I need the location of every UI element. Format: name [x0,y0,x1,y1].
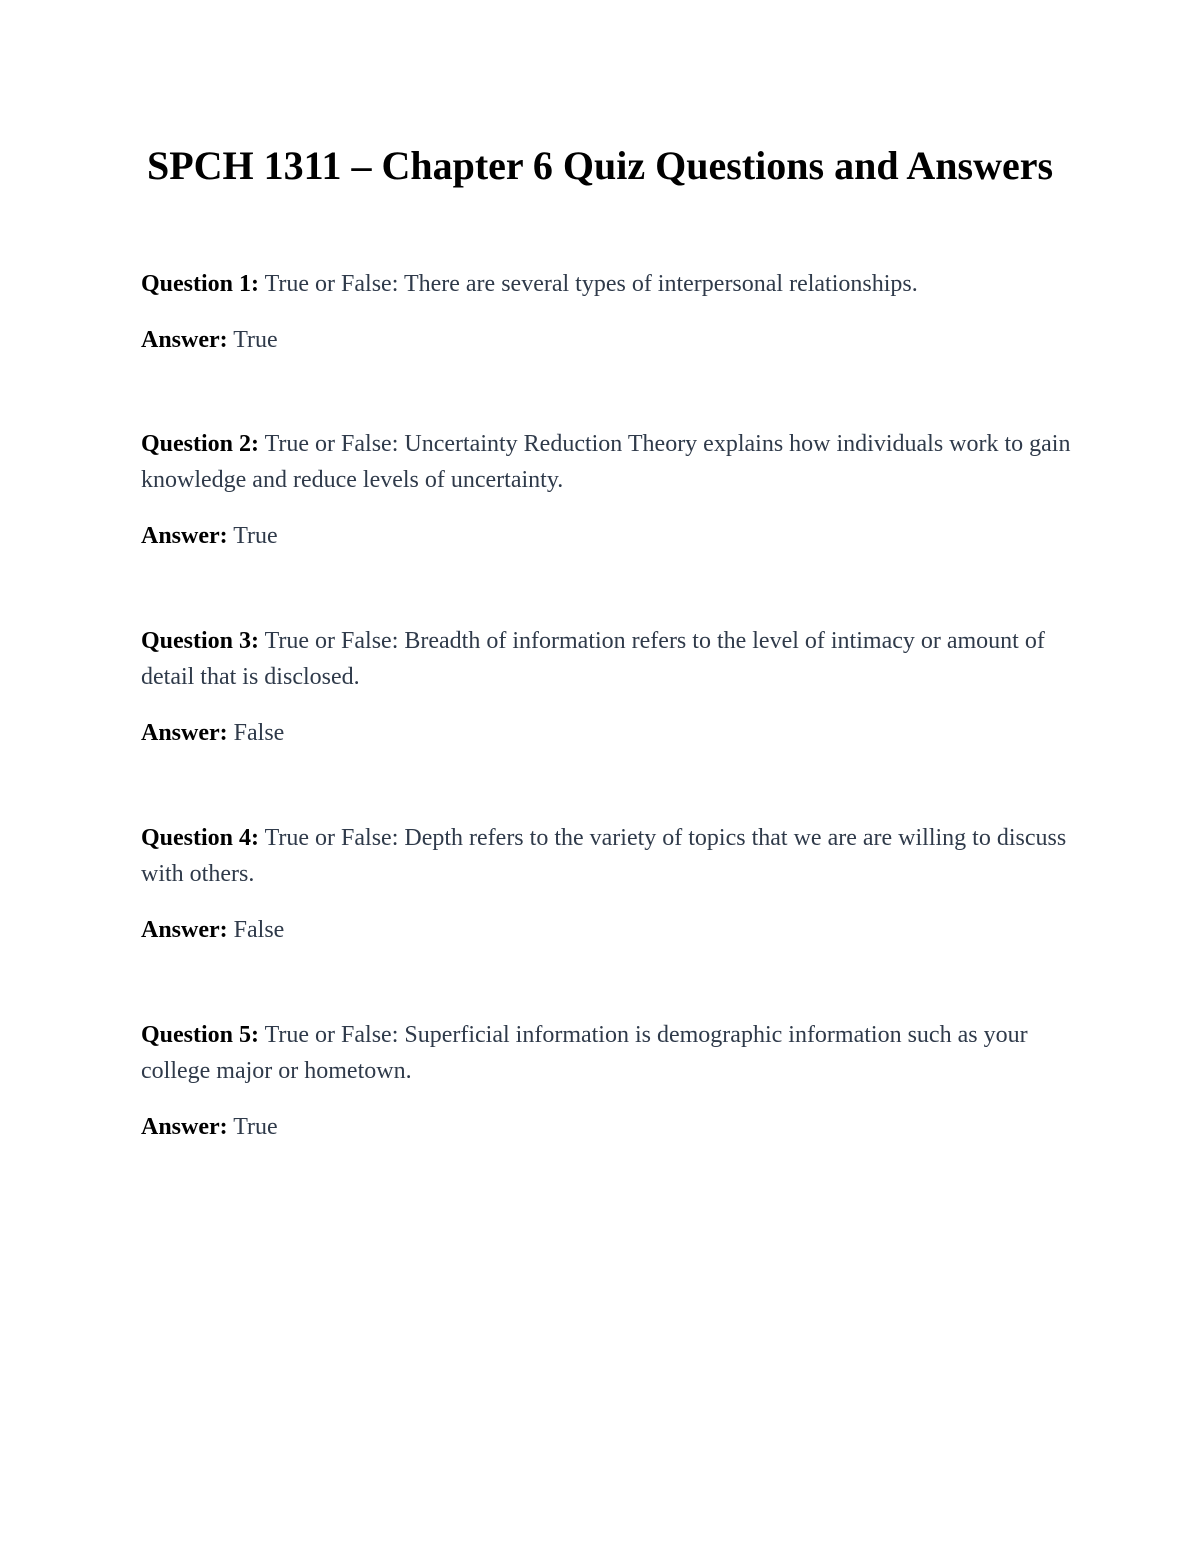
qa-item-2 [141,426,1071,554]
question-5 [141,1017,1071,1089]
answer-text: False [233,917,285,943]
qa-item-5 [141,1017,1071,1145]
question-label: Question 3: [141,628,260,654]
question-2 [141,426,1071,498]
question-label: Question 2: [141,431,260,457]
question-3 [141,623,1071,695]
answer-text: True [233,327,278,353]
answer-label: Answer: [141,327,228,353]
answer-text: True [233,523,278,549]
answer-text: True [233,1114,278,1140]
answer-3 [141,715,1071,751]
page-title: SPCH 1311 – Chapter 6 Quiz Questions and Answers [146,143,1054,188]
qa-item-1 [141,266,1071,358]
qa-item-3 [141,623,1071,751]
answer-2 [141,518,1071,554]
question-text: True or False: There are several types of interpersonal relationships. [264,271,918,297]
question-text: True or False: Breadth of information refers to the level of intimacy or amount of detail that is disclosed. [141,628,1045,690]
answer-1 [141,322,1071,358]
answer-5 [141,1109,1071,1145]
answer-4 [141,912,1071,948]
answer-label: Answer: [141,1114,228,1140]
question-label: Question 1: [141,271,260,297]
question-1 [141,266,1071,302]
question-label: Question 5: [141,1022,260,1048]
question-text: True or False: Superficial information is demographic information such as your college major or hometown. [141,1022,1028,1084]
qa-item-4 [141,820,1071,948]
question-label: Question 4: [141,825,260,851]
question-4 [141,820,1071,892]
answer-text: False [233,720,285,746]
question-text: True or False: Uncertainty Reduction Theory explains how individuals work to gain knowledge and reduce levels of uncertainty. [141,431,1071,493]
answer-label: Answer: [141,523,228,549]
answer-label: Answer: [141,720,228,746]
question-text: True or False: Depth refers to the variety of topics that we are are willing to discuss with others. [141,825,1067,887]
answer-label: Answer: [141,917,228,943]
